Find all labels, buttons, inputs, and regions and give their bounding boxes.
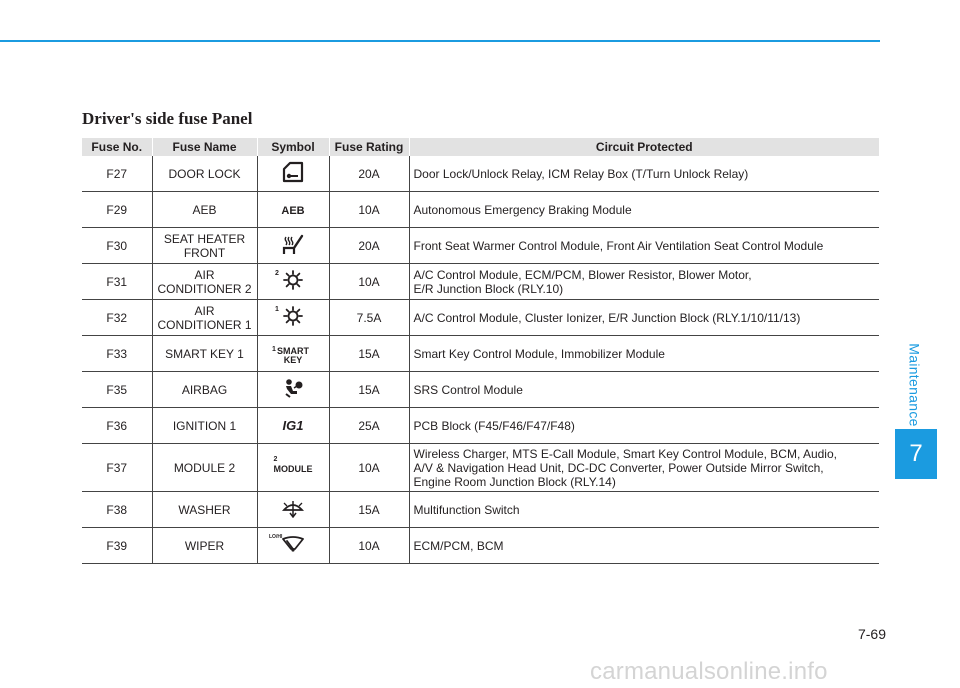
- fuse-name-line: AIR: [194, 267, 215, 282]
- fuse-rating: 15A: [329, 372, 409, 408]
- fuse-rating: 25A: [329, 408, 409, 444]
- air-conditioner-icon: [275, 270, 303, 290]
- fuse-rating: 15A: [329, 336, 409, 372]
- circuit-protected: ECM/PCM, BCM: [409, 528, 879, 564]
- header-symbol: Symbol: [257, 138, 329, 156]
- table-row: [82, 408, 879, 444]
- header-fuse-name: Fuse Name: [152, 138, 257, 156]
- fuse-name: [152, 300, 257, 336]
- symbol-superscript: 1: [275, 306, 279, 313]
- fuse-no: F30: [82, 228, 152, 264]
- fuse-no: F36: [82, 408, 152, 444]
- circuit-line: E/R Junction Block (RLY.10): [413, 281, 564, 296]
- fuse-no: F33: [82, 336, 152, 372]
- fuse-name: SMART KEY 1: [152, 336, 257, 372]
- fuse-name: DOOR LOCK: [152, 156, 257, 192]
- fuse-name-line: FRONT: [183, 245, 226, 260]
- circuit-protected: Smart Key Control Module, Immobilizer Module: [409, 336, 879, 372]
- fuse-rating: 10A: [329, 444, 409, 492]
- fuse-no: F35: [82, 372, 152, 408]
- symbol-text-line: SMART: [277, 345, 309, 356]
- circuit-protected: [409, 264, 879, 300]
- top-rule: [0, 40, 880, 42]
- fuse-rating: 7.5A: [329, 300, 409, 336]
- symbol-text-line: KEY: [283, 354, 303, 365]
- circuit-protected: PCB Block (F45/F46/F47/F48): [409, 408, 879, 444]
- circuit-protected: Door Lock/Unlock Relay, ICM Relay Box (T/Turn Unlock Relay): [409, 156, 879, 192]
- fuse-no: F27: [82, 156, 152, 192]
- fuse-name: WIPER: [152, 528, 257, 564]
- symbol-cell: [257, 264, 329, 300]
- table-row: [82, 300, 879, 336]
- air-conditioner-icon: [275, 306, 303, 326]
- fuse-rating: 15A: [329, 492, 409, 528]
- wiper-icon: [269, 534, 305, 553]
- symbol-cell: [257, 192, 329, 228]
- fuse-name: MODULE 2: [152, 444, 257, 492]
- fuse-name-line: SEAT HEATER: [163, 231, 246, 246]
- symbol-cell: [257, 156, 329, 192]
- table-row: [82, 192, 879, 228]
- door-lock-icon: [281, 161, 305, 183]
- table-row: [82, 228, 879, 264]
- fuse-no: F31: [82, 264, 152, 300]
- fuse-no: F38: [82, 492, 152, 528]
- fuse-rating: 20A: [329, 228, 409, 264]
- symbol-cell: [257, 300, 329, 336]
- fuse-name: AIRBAG: [152, 372, 257, 408]
- fuse-rating: 10A: [329, 192, 409, 228]
- circuit-protected: A/C Control Module, Cluster Ionizer, E/R Junction Block (RLY.1/10/11/13): [409, 300, 879, 336]
- header-circuit: Circuit Protected: [409, 138, 879, 156]
- ignition-symbol: IG1: [282, 417, 304, 433]
- page-number: 7-69: [857, 626, 886, 642]
- fuse-rating: 10A: [329, 264, 409, 300]
- table-row: [82, 372, 879, 408]
- fuse-name-line: CONDITIONER 1: [157, 317, 252, 332]
- circuit-line: A/C Control Module, ECM/PCM, Blower Resistor, Blower Motor,: [413, 267, 752, 282]
- fuse-table: [82, 138, 879, 564]
- circuit-protected: Front Seat Warmer Control Module, Front Air Ventilation Seat Control Module: [409, 228, 879, 264]
- header-fuse-rating: Fuse Rating: [329, 138, 409, 156]
- fuse-no: F37: [82, 444, 152, 492]
- circuit-protected: [409, 444, 879, 492]
- table-row: [82, 264, 879, 300]
- fuse-rating: 10A: [329, 528, 409, 564]
- circuit-line: Engine Room Junction Block (RLY.14): [413, 474, 616, 489]
- fuse-no: F29: [82, 192, 152, 228]
- table-row: [82, 156, 879, 192]
- circuit-protected: Multifunction Switch: [409, 492, 879, 528]
- aeb-symbol: AEB: [281, 204, 305, 217]
- fuse-name-line: CONDITIONER 2: [157, 281, 252, 296]
- fuse-name: [152, 264, 257, 300]
- fuse-name: AEB: [152, 192, 257, 228]
- table-row: [82, 336, 879, 372]
- symbol-cell: [257, 492, 329, 528]
- symbol-superscript: 1: [272, 345, 276, 353]
- smart-key-symbol: [272, 345, 309, 365]
- fuse-name: WASHER: [152, 492, 257, 528]
- symbol-superscript: 2: [275, 270, 279, 277]
- table-row: [82, 528, 879, 564]
- seat-heater-icon: [280, 232, 306, 256]
- side-section-label-text: Maintenance: [907, 343, 923, 427]
- module-symbol: [273, 455, 313, 474]
- fuse-name: [152, 228, 257, 264]
- section-title: Driver's side fuse Panel: [82, 109, 253, 128]
- circuit-line: A/V & Navigation Head Unit, DC-DC Converter, Power Outside Mirror Switch,: [413, 460, 824, 475]
- symbol-cell: [257, 228, 329, 264]
- chapter-number-tab: 7: [895, 429, 937, 479]
- circuit-line: Wireless Charger, MTS E-Call Module, Smart Key Control Module, BCM, Audio,: [413, 446, 837, 461]
- symbol-superscript: 2: [273, 455, 278, 463]
- table-row: [82, 444, 879, 492]
- side-section-label: [897, 340, 933, 430]
- fuse-rating: 20A: [329, 156, 409, 192]
- symbol-cell: [257, 444, 329, 492]
- fuse-no: F39: [82, 528, 152, 564]
- fuse-no: F32: [82, 300, 152, 336]
- symbol-text: MODULE: [273, 463, 313, 474]
- symbol-cell: [257, 528, 329, 564]
- fuse-name: IGNITION 1: [152, 408, 257, 444]
- table-header-row: [82, 138, 879, 156]
- symbol-cell: [257, 408, 329, 444]
- symbol-cell: [257, 336, 329, 372]
- circuit-protected: SRS Control Module: [409, 372, 879, 408]
- washer-icon: [282, 498, 304, 518]
- table-row: [82, 492, 879, 528]
- watermark: carmanualsonline.info: [590, 658, 828, 685]
- fuse-name-line: AIR: [194, 303, 215, 318]
- header-fuse-no: Fuse No.: [82, 138, 152, 156]
- circuit-protected: Autonomous Emergency Braking Module: [409, 192, 879, 228]
- symbol-small-text: LO/HI: [269, 534, 283, 540]
- symbol-cell: [257, 372, 329, 408]
- airbag-icon: [282, 378, 304, 398]
